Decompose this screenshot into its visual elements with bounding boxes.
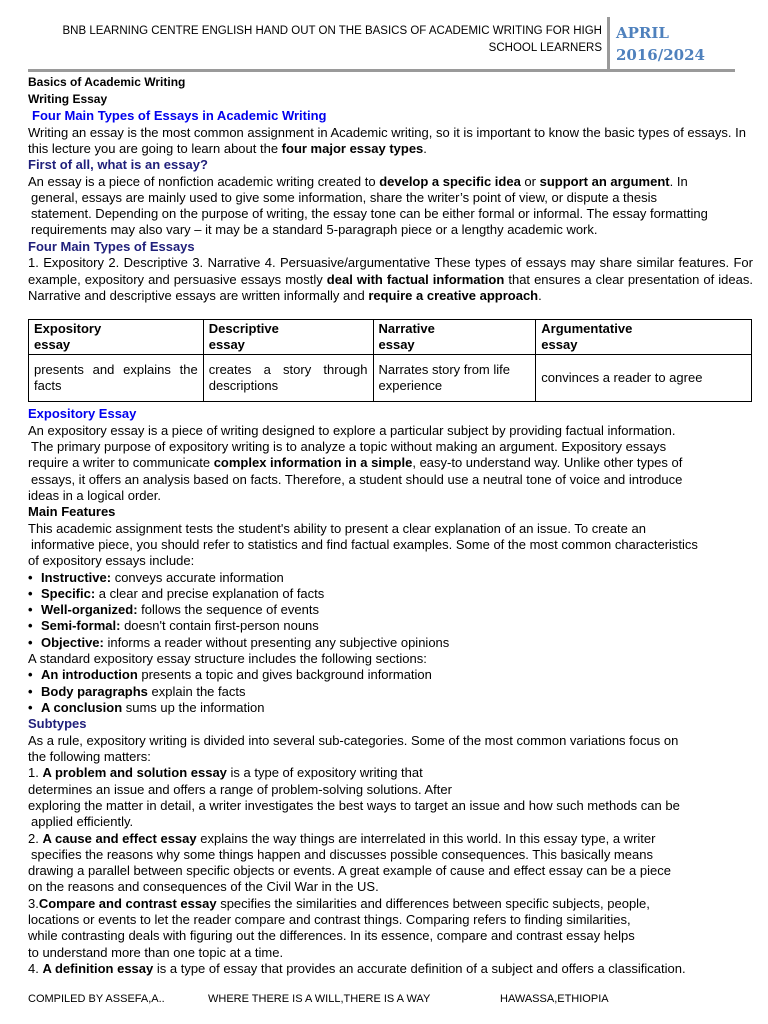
- table-cell: creates a story through descriptions: [203, 355, 373, 402]
- essay-types-table: [28, 319, 752, 402]
- table-row: [29, 355, 752, 402]
- header-rule: [28, 69, 735, 72]
- expository-paragraph: An expository essay is a piece of writing designed to explore a particular subject by providing factual information. The primary purpose of expository writing is to analyze a topic without making an argument. Expository essays require a writer to communicate complex information in a simple, easy-to understand way. Unlike other types of essays, it offers an analysis based on facts. Therefore, a student should use a neutral tone of voice and introduce ideas in a logical order.: [28, 422, 683, 503]
- table-header-cell: Narrative essay: [373, 320, 536, 355]
- table-cell: convinces a reader to agree: [536, 355, 752, 402]
- structure-list: [28, 667, 753, 716]
- features-list: [28, 570, 753, 651]
- list-item: • A conclusion sums up the information: [28, 700, 753, 716]
- table-header-cell: Argumentative essay: [536, 320, 752, 355]
- subtypes-heading: Subtypes: [28, 716, 87, 732]
- handout-title: BNB LEARNING CENTRE ENGLISH HAND OUT ON THE BASICS OF ACADEMIC WRITING FOR HIGH SCHOOL LEARNERS: [62, 25, 602, 54]
- list-item: • Body paragraphs explain the facts: [28, 684, 753, 700]
- types-heading: Four Main Types of Essays: [28, 238, 195, 254]
- section-title: Basics of Academic Writing: [28, 75, 186, 89]
- footer-author: COMPILED BY ASSEFA,A..: [28, 993, 165, 1005]
- list-item: • Instructive: conveys accurate information: [28, 570, 753, 586]
- header-divider: [607, 17, 610, 70]
- main-features-paragraph: This academic assignment tests the student's ability to present a clear explanation of an issue. To create an informative piece, you should refer to statistics and find factual examples. Some of the most common characteristics of expository essays include:: [28, 520, 698, 569]
- subtype-cause-effect: 2. A cause and effect essay explains the way things are interrelated in this world. In this essay type, a writer specifies the reasons why some things happen and discusses possible consequences. This basically means drawing a parallel between specific objects or events. A great example of cause and effect essay can be a piece on the reasons and consequences of the Civil War in the US.: [28, 830, 671, 895]
- list-item: • An introduction presents a topic and gives background information: [28, 667, 753, 683]
- list-item: • Specific: a clear and precise explanation of facts: [28, 586, 753, 602]
- subtype-problem-solution: 1. A problem and solution essay is a type of expository writing that determines an issue and offers a range of problem-solving solutions. After exploring the matter in detail, a writer investigates the best ways to target an issue and how such methods can be applied efficiently.: [28, 765, 680, 830]
- lecture-title: Four Main Types of Essays in Academic Writing: [32, 108, 327, 123]
- footer-location: HAWASSA,ETHIOPIA: [500, 993, 609, 1005]
- subtype-compare-contrast: 3.Compare and contrast essay specifies the similarities and differences between specific subjects, people, locations or events to let the reader compare and contrast things. Comparing refers to finding similarities, while contrasting deals with figuring out the differences. In its essence, compare and contrast essay helps to understand more than one topic at a time.: [28, 895, 650, 960]
- list-item: • Objective: informs a reader without presenting any subjective opinions: [28, 635, 753, 651]
- structure-intro: A standard expository essay structure includes the following sections:: [28, 651, 427, 667]
- expository-heading: Expository Essay: [28, 406, 137, 422]
- what-is-essay-heading: First of all, what is an essay?: [28, 157, 208, 173]
- handout-date: APRIL 2016/2024: [616, 24, 705, 64]
- what-is-essay-paragraph: An essay is a piece of nonfiction academic writing created to develop a specific idea or support an argument. In general, essays are mainly used to give some information, share the writer’s point of view, or dispute a thesis statement. Depending on the purpose of writing, the essay tone can be either formal or informal. The essay formatting requirements may also vary – it may be a standard 5-paragraph piece or a lengthy academic work.: [28, 173, 708, 238]
- intro-paragraph: Writing an essay is the most common assignment in Academic writing, so it is important to know the basic types of essays. In this lecture you are going to learn about the four major essay types.: [28, 124, 746, 156]
- main-features-heading: Main Features: [28, 504, 116, 520]
- table-header-cell: Expository essay: [29, 320, 204, 355]
- subtypes-paragraph: As a rule, expository writing is divided into several sub-categories. Some of the most common variations focus on the following matters:: [28, 732, 679, 765]
- types-paragraph: 1. Expository 2. Descriptive 3. Narrative 4. Persuasive/argumentative These types of essays may share similar features. For example, expository and persuasive essays mostly deal with factual information that ensures a clear presentation of ideas. Narrative and descriptive essays are written informally and require a creative approach.: [28, 255, 753, 303]
- subtype-definition: 4. A definition essay is a type of essay that provides an accurate definition of a subject and offers a classification.: [28, 960, 686, 976]
- table-header-cell: Descriptive essay: [203, 320, 373, 355]
- list-item: • Semi-formal: doesn't contain first-person nouns: [28, 618, 753, 634]
- table-header-row: [29, 320, 752, 355]
- footer-motto: WHERE THERE IS A WILL,THERE IS A WAY: [208, 993, 431, 1005]
- table-cell: Narrates story from life experience: [373, 355, 536, 402]
- list-item: • Well-organized: follows the sequence of events: [28, 602, 753, 618]
- table-cell: presents and explains the facts: [29, 355, 204, 402]
- document-body: [28, 74, 753, 977]
- section-subtitle: Writing Essay: [28, 92, 108, 106]
